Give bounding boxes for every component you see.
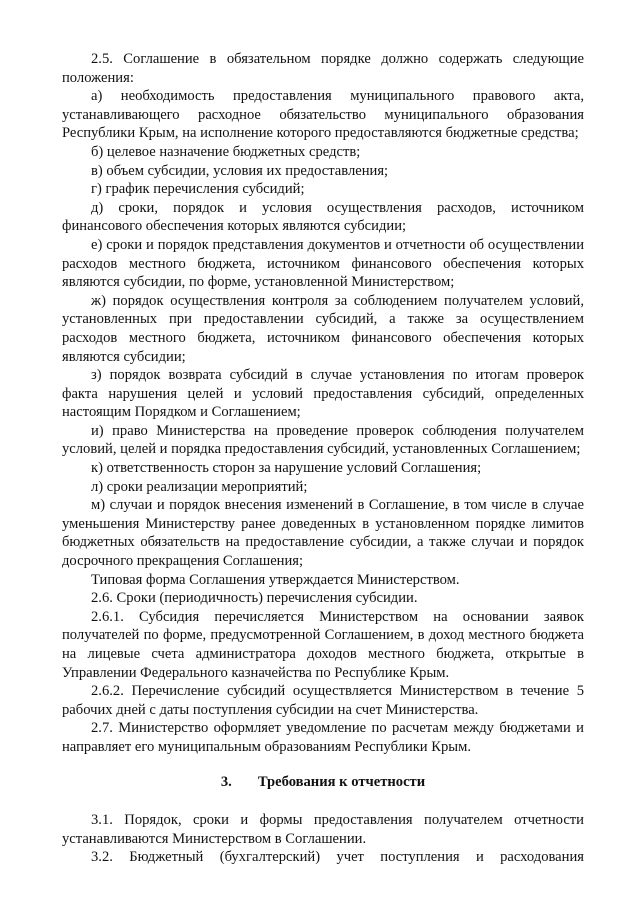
paragraph-template-form: Типовая форма Соглашения утверждается Министерством.: [91, 571, 460, 588]
list-item-k: к) ответственность сторон за нарушение условий Соглашения;: [91, 460, 482, 477]
paragraph-2-6-2: 2.6.2. Перечисление субсидий осуществляется Министерством в течение 5 рабочих дней с даты поступления субсидии на счет Министерства.: [62, 683, 584, 718]
paragraph-3-2: 3.2. Бюджетный (бухгалтерский) учет поступления и расходования: [91, 849, 584, 866]
section-number: 3.: [220, 773, 232, 790]
list-item-v: в) объем субсидии, условия их предоставления;: [91, 162, 389, 179]
list-item-a: а) необходимость предоставления муниципального правового акта, устанавливающего расходное обязательство муниципального образования Республики Крым, на исполнение которого предоставляются бюджетные средства;: [62, 88, 584, 142]
list-item-g: г) график перечисления субсидий;: [91, 181, 305, 198]
list-item-d: д) сроки, порядок и условия осуществления расходов, источником финансового обеспечения которых являются субсидии;: [62, 199, 584, 235]
list-item-i: и) право Министерства на проведение проверок соблюдения получателем условий, целей и порядка предоставления субсидий, установленных Соглашением;: [62, 422, 584, 458]
paragraph-2-7: 2.7. Министерство оформляет уведомление по расчетам между бюджетами и направляет его муниципальным образованиям Республики Крым.: [62, 720, 584, 755]
list-item-l: л) сроки реализации мероприятий;: [91, 478, 308, 495]
section-title: Требования к отчетности: [257, 773, 426, 790]
paragraph-2-6: 2.6. Сроки (периодичность) перечисления субсидии.: [91, 590, 418, 607]
list-item-m: м) случаи и порядок внесения изменений в Соглашение, в том числе в случае уменьшения Министерству ранее доведенных в установленном порядке лимитов бюджетных обязательств на предоставление субсидии, а также случаи и порядок досрочного прекращения Соглашения;: [62, 497, 584, 570]
paragraph-3-1: 3.1. Порядок, сроки и формы предоставления получателем отчетности устанавливаются Министерством в Соглашении.: [62, 812, 584, 847]
paragraph-2-5: 2.5. Соглашение в обязательном порядке должно содержать следующие положения:: [62, 51, 584, 86]
list-item-zh: ж) порядок осуществления контроля за соблюдением получателем условий, установленных при предоставлении субсидий, а также за осуществлением расходов местного бюджета, источником финансового обеспечения которых являются субсидии;: [62, 292, 584, 365]
list-item-b: б) целевое назначение бюджетных средств;: [91, 143, 361, 160]
paragraph-2-6-1: 2.6.1. Субсидия перечисляется Министерством на основании заявок получателей по форме, предусмотренной Соглашением, в доход местного бюджета на лицевые счета администратора доходов местного бюджета, открытые в Управлении Федерального казначейства по Республике Крым.: [62, 608, 584, 681]
document-page: [62, 50, 584, 867]
list-item-z: з) порядок возврата субсидий в случае установления по итогам проверок факта нарушения целей и условий предоставления субсидий, определенных настоящим Порядком и Соглашением;: [62, 367, 584, 421]
section-heading: [62, 773, 584, 792]
list-item-e: е) сроки и порядок представления документов и отчетности об осуществлении расходов местного бюджета, источником финансового обеспечения которых являются субсидии, по форме, установленной Министерством;: [62, 236, 584, 291]
